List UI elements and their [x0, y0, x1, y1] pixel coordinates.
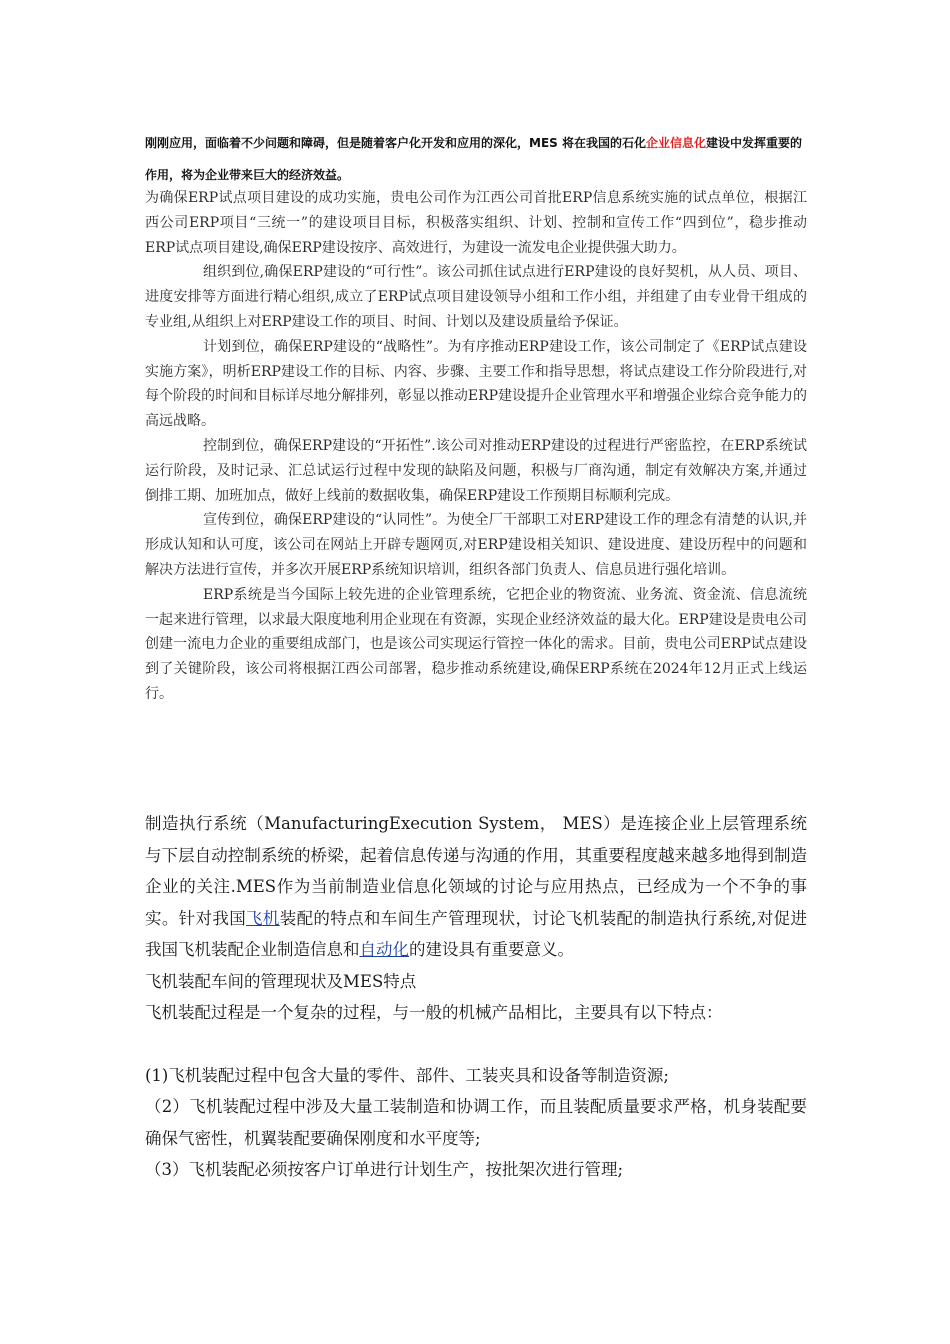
mes-paragraph-1 — [145, 808, 807, 966]
erp-paragraph-1: 为确保ERP试点项目建设的成功实施，贵电公司作为江西公司首批ERP信息系统实施的试点单位，根据江西公司ERP项目“三统一”的建设项目目标，积极落实组织、计划、控制和宣传工作“四到位”，稳步推动ERP试点项目建设,确保ERP建设按序、高效进行，为建设一流发电企业提供强大助力。 — [145, 190, 807, 256]
link-aircraft[interactable]: 飞机 — [246, 908, 280, 928]
erp-paragraph-2: 组织到位,确保ERP建设的“可行性”。该公司抓住试点进行ERP建设的良好契机，从人员、项目、进度安排等方面进行精心组织,成立了ERP试点项目建设领导小组和工作小组，并组建了由专业骨干组成的专业组,从组织上对ERP建设工作的项目、时间、计划以及建设质量给予保证。 — [145, 264, 807, 330]
erp-paragraph-6: ERP系统是当今国际上较先进的企业管理系统，它把企业的物资流、业务流、资金流、信息流统一起来进行管理，以求最大限度地利用企业现在有资源，实现企业经济效益的最大化。ERP建设是贵电公司创建一流电力企业的重要组成部门，也是该公司实现运行管控一体化的需求。目前，贵电公司ERP试点建设到了关键阶段，该公司将根据江西公司部署，稳步推动系统建设,确保ERP系统在2024年12月正式上线运行。 — [145, 586, 807, 702]
mes-list-item-2: （2）飞机装配过程中涉及大量工装制造和协调工作，而且装配质量要求严格，机身装配要确保气密性，机翼装配要确保刚度和水平度等; — [145, 1097, 807, 1148]
erp-paragraph-3: 计划到位，确保ERP建设的“战略性”。为有序推动ERP建设工作，该公司制定了《ERP试点建设实施方案》，明析ERP建设工作的目标、内容、步骤、主要工作和指导思想，将试点建设工作分阶段进行,对每个阶段的时间和目标详尽地分解排列，彰显以推动ERP建设提升企业管理水平和增强企业综合竞争能力的高远战略。 — [145, 338, 807, 430]
mes-text-b: 装配的特点和车间生产管理现状，讨论飞机装配的制造执行系统,对促进我国飞机装配企业制造信息和 — [145, 908, 808, 959]
intro-highlight: 企业信息化 — [645, 136, 706, 150]
intro-text-pre: 刚刚应用，面临着不少问题和障碍，但是随着客户化开发和应用的深化，MES 将在我国的石化 — [145, 136, 646, 150]
link-automation[interactable]: 自动化 — [359, 940, 409, 959]
mes-heading: 飞机装配车间的管理现状及MES特点 — [145, 971, 417, 991]
erp-paragraph-5: 宣传到位，确保ERP建设的“认同性”。为使全厂干部职工对ERP建设工作的理念有清楚的认识,并形成认知和认可度，该公司在网站上开辟专题网页,对ERP建设相关知识、建设进度、建设历程中的问题和解决方法进行宣传，并多次开展ERP系统知识培训，组织各部门负责人、信息员进行强化培训。 — [145, 512, 807, 578]
mes-list-item-1: (1)飞机装配过程中包含大量的零件、部件、工装夹具和设备等制造资源; — [145, 1065, 669, 1085]
intro-text-post: 建设中发挥重要的作用，将为企业带来巨大的经济效益。 — [145, 136, 802, 182]
spacer — [145, 1029, 807, 1060]
intro-paragraph — [145, 127, 807, 191]
mes-text-c: 的建设具有重要意义。 — [409, 940, 574, 959]
mes-paragraph-2: 飞机装配过程是一个复杂的过程，与一般的机械产品相比，主要具有以下特点： — [145, 1003, 723, 1022]
mes-list-item-3: （3）飞机装配必须按客户订单进行计划生产，按批架次进行管理; — [145, 1160, 624, 1179]
mes-text-a: 制造执行系统（ManufacturingExecution System， MES）是连接企业上层管理系统与下层自动控制系统的桥梁，起着信息传递与沟通的作用，其重要程度越来越多地得到制造企业的关注.MES作为当前制造业信息化领域的讨论与应用热点，已经成为一个不争的事实。针对我国 — [145, 814, 807, 928]
erp-section — [145, 186, 807, 707]
mes-section — [145, 808, 807, 1186]
erp-paragraph-4: 控制到位，确保ERP建设的“开拓性”.该公司对推动ERP建设的过程进行严密监控，在ERP系统试运行阶段，及时记录、汇总试运行过程中发现的缺陷及问题，积极与厂商沟通，制定有效解决方案,并通过倒排工期、加班加点，做好上线前的数据收集，确保ERP建设工作预期目标顺利完成。 — [145, 437, 807, 504]
